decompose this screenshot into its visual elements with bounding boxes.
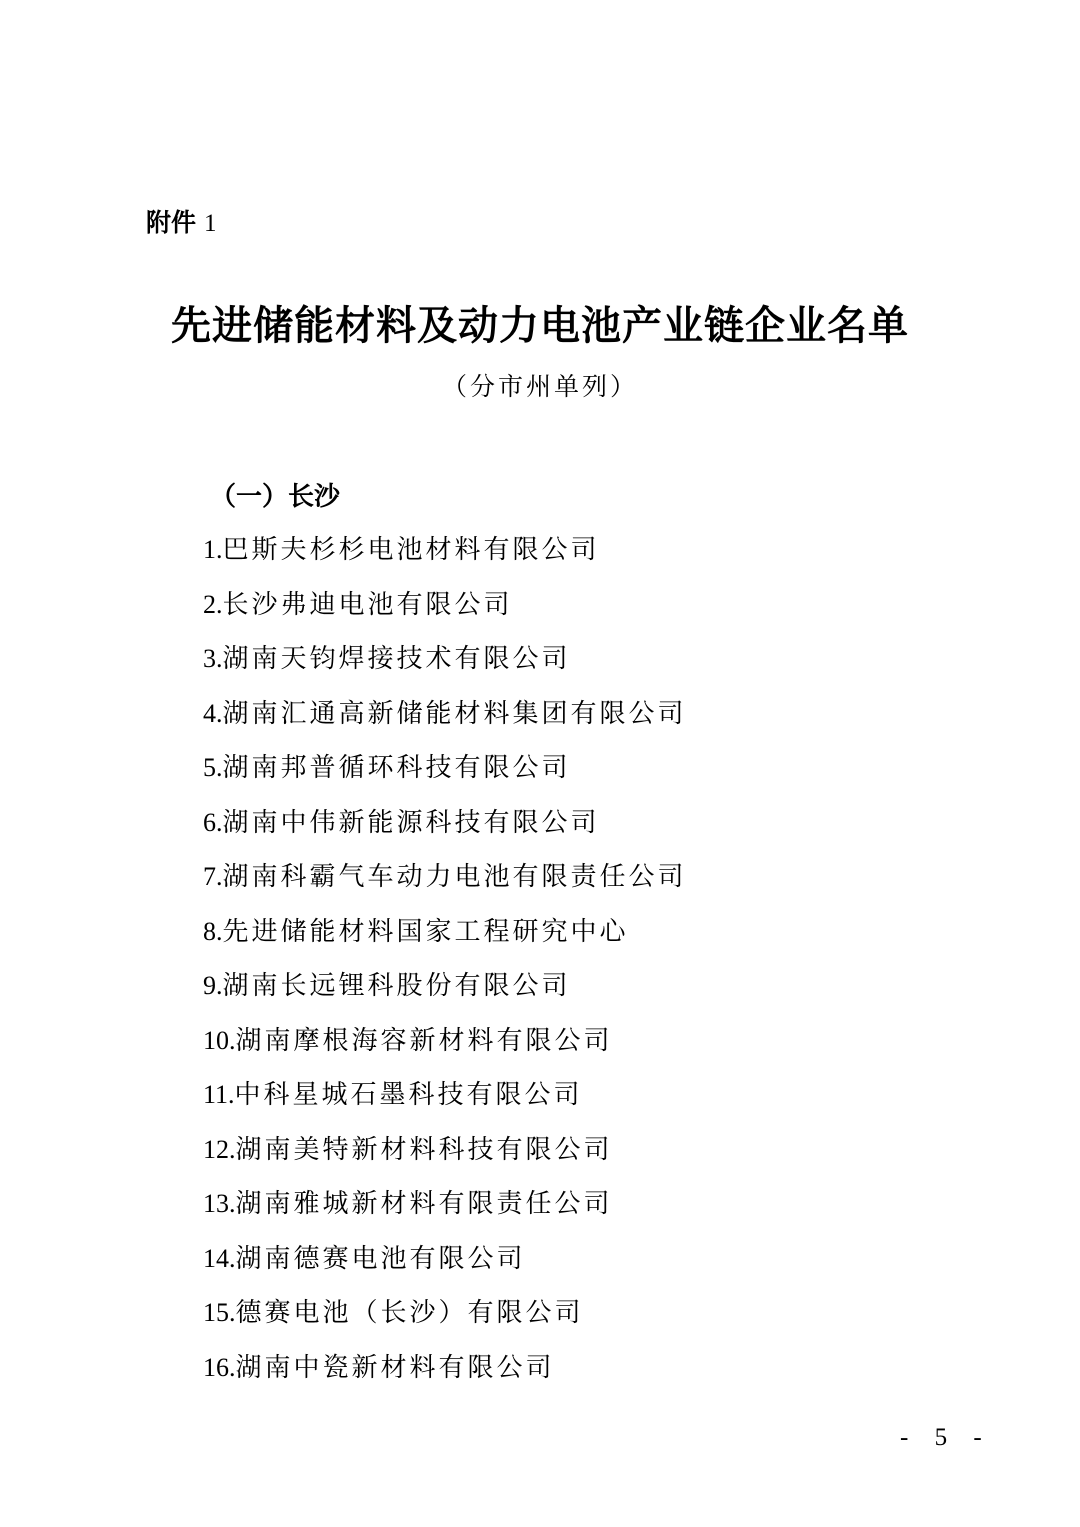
list-item	[203, 1291, 687, 1346]
attachment-number: 1	[204, 210, 217, 237]
list-item	[203, 692, 687, 747]
item-number: 14.	[203, 1243, 236, 1273]
list-item	[203, 910, 687, 965]
company-name: 湖南雅城新材料有限责任公司	[235, 1189, 613, 1219]
item-number: 6.	[203, 807, 223, 837]
list-item	[203, 1237, 687, 1292]
company-name: 湖南天钧焊接技术有限公司	[222, 644, 571, 674]
item-number: 7.	[203, 862, 223, 891]
item-number: 9.	[203, 971, 223, 1000]
company-name: 湖南德赛电池有限公司	[235, 1243, 526, 1274]
list-item	[203, 964, 687, 1019]
attachment-label-text: 附件	[146, 208, 197, 237]
list-item	[203, 1073, 687, 1128]
list-item	[203, 528, 687, 583]
document-title: 先进储能材料及动力电池产业链企业名单	[171, 302, 909, 349]
list-item	[203, 1128, 687, 1183]
item-number: 13.	[203, 1189, 236, 1218]
company-name: 湖南科霸气车动力电池有限责任公司	[222, 862, 687, 892]
list-item	[203, 855, 687, 910]
company-list	[203, 528, 687, 1400]
list-item	[203, 1346, 687, 1401]
company-name: 湖南长远锂科股份有限公司	[222, 971, 571, 1001]
item-number: 12.	[203, 1134, 236, 1164]
item-number: 1.	[203, 535, 223, 564]
document-subtitle: （分市州单列）	[441, 372, 638, 401]
item-number: 10.	[203, 1025, 236, 1055]
section-heading-changsha: （一）长沙	[210, 482, 341, 512]
item-number: 15.	[203, 1298, 236, 1327]
company-name: 湖南中伟新能源科技有限公司	[222, 807, 600, 838]
company-name: 湖南摩根海容新材料有限公司	[235, 1025, 613, 1056]
item-number: 3.	[203, 644, 223, 673]
item-number: 8.	[203, 916, 223, 946]
attachment-label	[146, 203, 217, 244]
company-name: 巴斯夫杉杉电池材料有限公司	[222, 535, 600, 565]
item-number: 4.	[203, 698, 223, 728]
list-item	[203, 1019, 687, 1074]
list-item	[203, 1182, 687, 1237]
item-number: 5.	[203, 753, 223, 782]
list-item	[203, 583, 687, 638]
company-name: 湖南邦普循环科技有限公司	[222, 753, 571, 783]
item-number: 11.	[203, 1080, 235, 1109]
company-name: 湖南汇通高新储能材料集团有限公司	[222, 698, 687, 729]
list-item	[203, 637, 687, 692]
item-number: 16.	[203, 1352, 236, 1382]
company-name: 中科星城石墨科技有限公司	[234, 1080, 583, 1110]
list-item	[203, 746, 687, 801]
company-name: 德赛电池（长沙）有限公司	[235, 1298, 584, 1328]
list-item	[203, 801, 687, 856]
item-number: 2.	[203, 589, 223, 619]
company-name: 先进储能材料国家工程研究中心	[222, 916, 629, 947]
company-name: 长沙弗迪电池有限公司	[222, 589, 513, 620]
company-name: 湖南美特新材料科技有限公司	[235, 1134, 613, 1165]
company-name: 湖南中瓷新材料有限公司	[235, 1352, 555, 1383]
page-number: - 5 -	[900, 1424, 992, 1451]
